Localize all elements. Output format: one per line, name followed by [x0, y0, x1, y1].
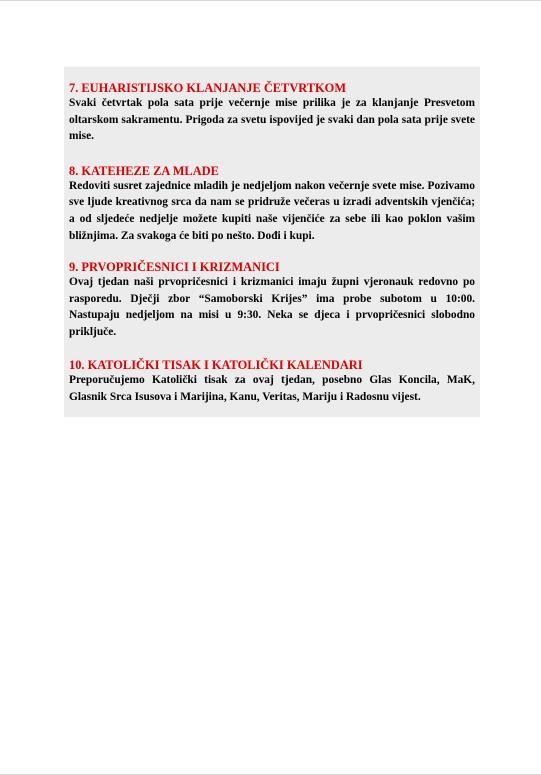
announcements-content: [64, 67, 480, 417]
section-body: Svaki četvrtak pola sata prije večernje mise prilika je za klanjanje Presvetom oltarskom sakramentu. Prigoda za svetu ispovijed je svaki dan pola sata prije svete mise.: [69, 97, 475, 142]
section-body: Ovaj tjedan naši prvopričesnici i krizmanici imaju župni vjeronauk redovno po rasporedu. Dječji zbor “Samoborski Krijes” ima probe subotom u 10:00. Nastupaju nedjeljom na misi u 9:30. Neka se djeca i prvopričesnici slobodno priključe.: [69, 276, 475, 338]
section-heading: 7. EUHARISTIJSKO KLANJANJE ČETVRTKOM: [69, 81, 347, 95]
section-heading: 10. KATOLIČKI TISAK I KATOLIČKI KALENDARI: [69, 358, 363, 373]
section-youth-catechesis: [64, 151, 480, 251]
section-catholic-press: [64, 346, 480, 417]
section-heading: 8. KATEHEZE ZA MLADE: [69, 163, 219, 178]
section-heading: 9. PRVOPRIČESNICI I KRIZMANICI: [69, 260, 280, 275]
section-body: Redoviti susret zajednice mladih je nedjeljom nakon večernje svete mise. Pozivamo sve ljude kreativnog srca da nam se pridruže večeras u izradi adventskih vjenčića; a od sljedeće nedjelje možete kupiti naše vijenčiće za sebe ili kao poklon vašim bližnjima. Za svakoga će biti po nešto. Dođi i kupi.: [69, 179, 475, 242]
section-eucharistic-adoration: [64, 67, 480, 151]
section-body: Preporučujemo Katolički tisak za ovaj tjedan, posebno Glas Koncila, MaK, Glasnik Srca Isusova i Marijina, Kanu, Veritas, Mariju i Radosnu vijest.: [69, 374, 475, 403]
section-first-communicants: [64, 250, 480, 346]
